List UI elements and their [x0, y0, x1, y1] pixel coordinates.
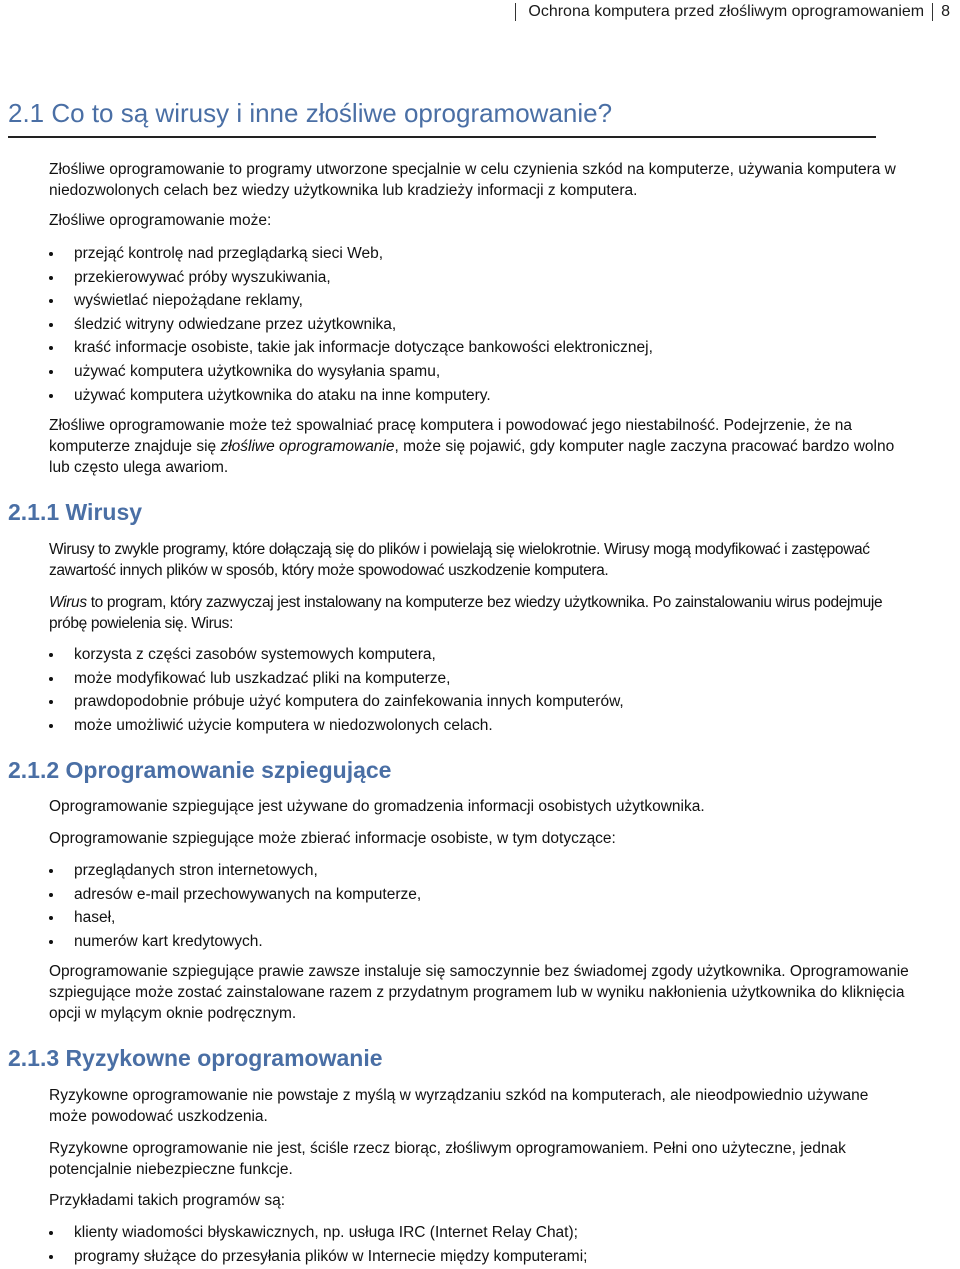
list-item: prawdopodobnie próbuje użyć komputera do zainfekowania innych komputerów, — [49, 691, 624, 715]
list-item: przeglądanych stron internetowych, — [49, 860, 421, 884]
bullet-list-risky-programs — [49, 1222, 587, 1269]
header-divider — [932, 3, 933, 21]
list-item: haseł, — [49, 907, 421, 931]
list-item: kraść informacje osobiste, takie jak informacje dotyczące bankowości elektronicznej, — [49, 337, 653, 361]
section-heading-2-1-2: 2.1.2 Oprogramowanie szpiegujące — [8, 757, 392, 783]
section-heading-2-1: 2.1 Co to są wirusy i inne złośliwe oprogramowanie? — [8, 98, 876, 138]
paragraph: Oprogramowanie szpiegujące jest używane do gromadzenia informacji osobistych użytkownika. — [49, 798, 705, 815]
list-item: może umożliwić użycie komputera w niedozwolonych celach. — [49, 715, 624, 739]
bullet-list-spyware-data — [49, 860, 421, 954]
list-item: wyświetlać niepożądane reklamy, — [49, 290, 653, 314]
paragraph: Ryzykowne oprogramowanie nie jest, ściśle rzecz biorąc, złośliwym oprogramowaniem. Pełni ono użyteczne, jednak potencjalnie niebezpieczne funkcje. — [49, 1140, 846, 1178]
list-item: klienty wiadomości błyskawicznych, np. usługa IRC (Internet Relay Chat); — [49, 1222, 587, 1246]
list-item: programy służące do przesyłania plików w Internecie między komputerami; — [49, 1246, 587, 1269]
section-heading-2-1-3: 2.1.3 Ryzykowne oprogramowanie — [8, 1045, 383, 1071]
header-title: Ochrona komputera przed złośliwym oprogramowaniem — [528, 3, 925, 20]
emphasis: złośliwe oprogramowanie — [220, 438, 395, 455]
paragraph — [49, 415, 909, 478]
list-item: numerów kart kredytowych. — [49, 931, 421, 955]
paragraph: Złośliwe oprogramowanie może: — [49, 212, 272, 229]
text-run: , może się pojawić, gdy komputer nagle zaczyna pracować bardzo wolno lub często ulega awariom. — [49, 438, 895, 476]
list-item: adresów e-mail przechowywanych na komputerze, — [49, 884, 421, 908]
paragraph: Ryzykowne oprogramowanie nie powstaje z myślą w wyrządzaniu szkód na komputerach, ale nieodpowiednio używane może powodować uszkodzenia. — [49, 1087, 869, 1125]
page-number: 8 — [941, 3, 950, 20]
page-header — [515, 0, 950, 24]
list-item: przekierowywać próby wyszukiwania, — [49, 267, 653, 291]
header-divider — [515, 3, 516, 21]
bullet-list-virus-actions — [49, 644, 624, 738]
section-heading-2-1-1: 2.1.1 Wirusy — [8, 499, 143, 525]
list-item: używać komputera użytkownika do wysyłania spamu, — [49, 361, 653, 385]
paragraph: Wirusy to zwykle programy, które dołączają się do plików i powielają się wielokrotnie. Wirusy mogą modyfikować i zastępować zawartość innych plików w sposób, który może spowodować uszkodzenie komputera. — [49, 541, 870, 579]
paragraph: Przykładami takich programów są: — [49, 1192, 286, 1209]
bullet-list-malware-capabilities — [49, 243, 653, 408]
list-item: może modyfikować lub uszkadzać pliki na komputerze, — [49, 668, 624, 692]
text-run: to program, który zazwyczaj jest instalowany na komputerze bez wiedzy użytkownika. Po zainstalowaniu wirus podejmuje próbę powielenia się. Wirus: — [49, 594, 883, 632]
paragraph — [49, 592, 909, 634]
paragraph: Oprogramowanie szpiegujące prawie zawsze instaluje się samoczynnie bez świadomej zgody użytkownika. Oprogramowanie szpiegujące może zostać zainstalowane razem z przydatnym programem lub w wyniku nakłonienia użytkownika do kliknięcia opcji w mylącym oknie podręcznym. — [49, 963, 909, 1022]
paragraph: Oprogramowanie szpiegujące może zbierać informacje osobiste, w tym dotyczące: — [49, 830, 616, 847]
list-item: korzysta z części zasobów systemowych komputera, — [49, 644, 624, 668]
list-item: przejąć kontrolę nad przeglądarką sieci Web, — [49, 243, 653, 267]
paragraph: Złośliwe oprogramowanie to programy utworzone specjalnie w celu czynienia szkód na komputerze, używania komputera w niedozwolonych celach bez wiedzy użytkownika lub kradzieży informacji z komputera. — [49, 161, 896, 199]
list-item: używać komputera użytkownika do ataku na inne komputery. — [49, 385, 653, 409]
list-item: śledzić witryny odwiedzane przez użytkownika, — [49, 314, 653, 338]
text-run: Złośliwe oprogramowanie może też spowalniać pracę komputera i powodować jego niestabilność. Podejrzenie, że na komputerze znajduje się — [49, 417, 852, 455]
emphasis: Wirus — [49, 594, 87, 611]
